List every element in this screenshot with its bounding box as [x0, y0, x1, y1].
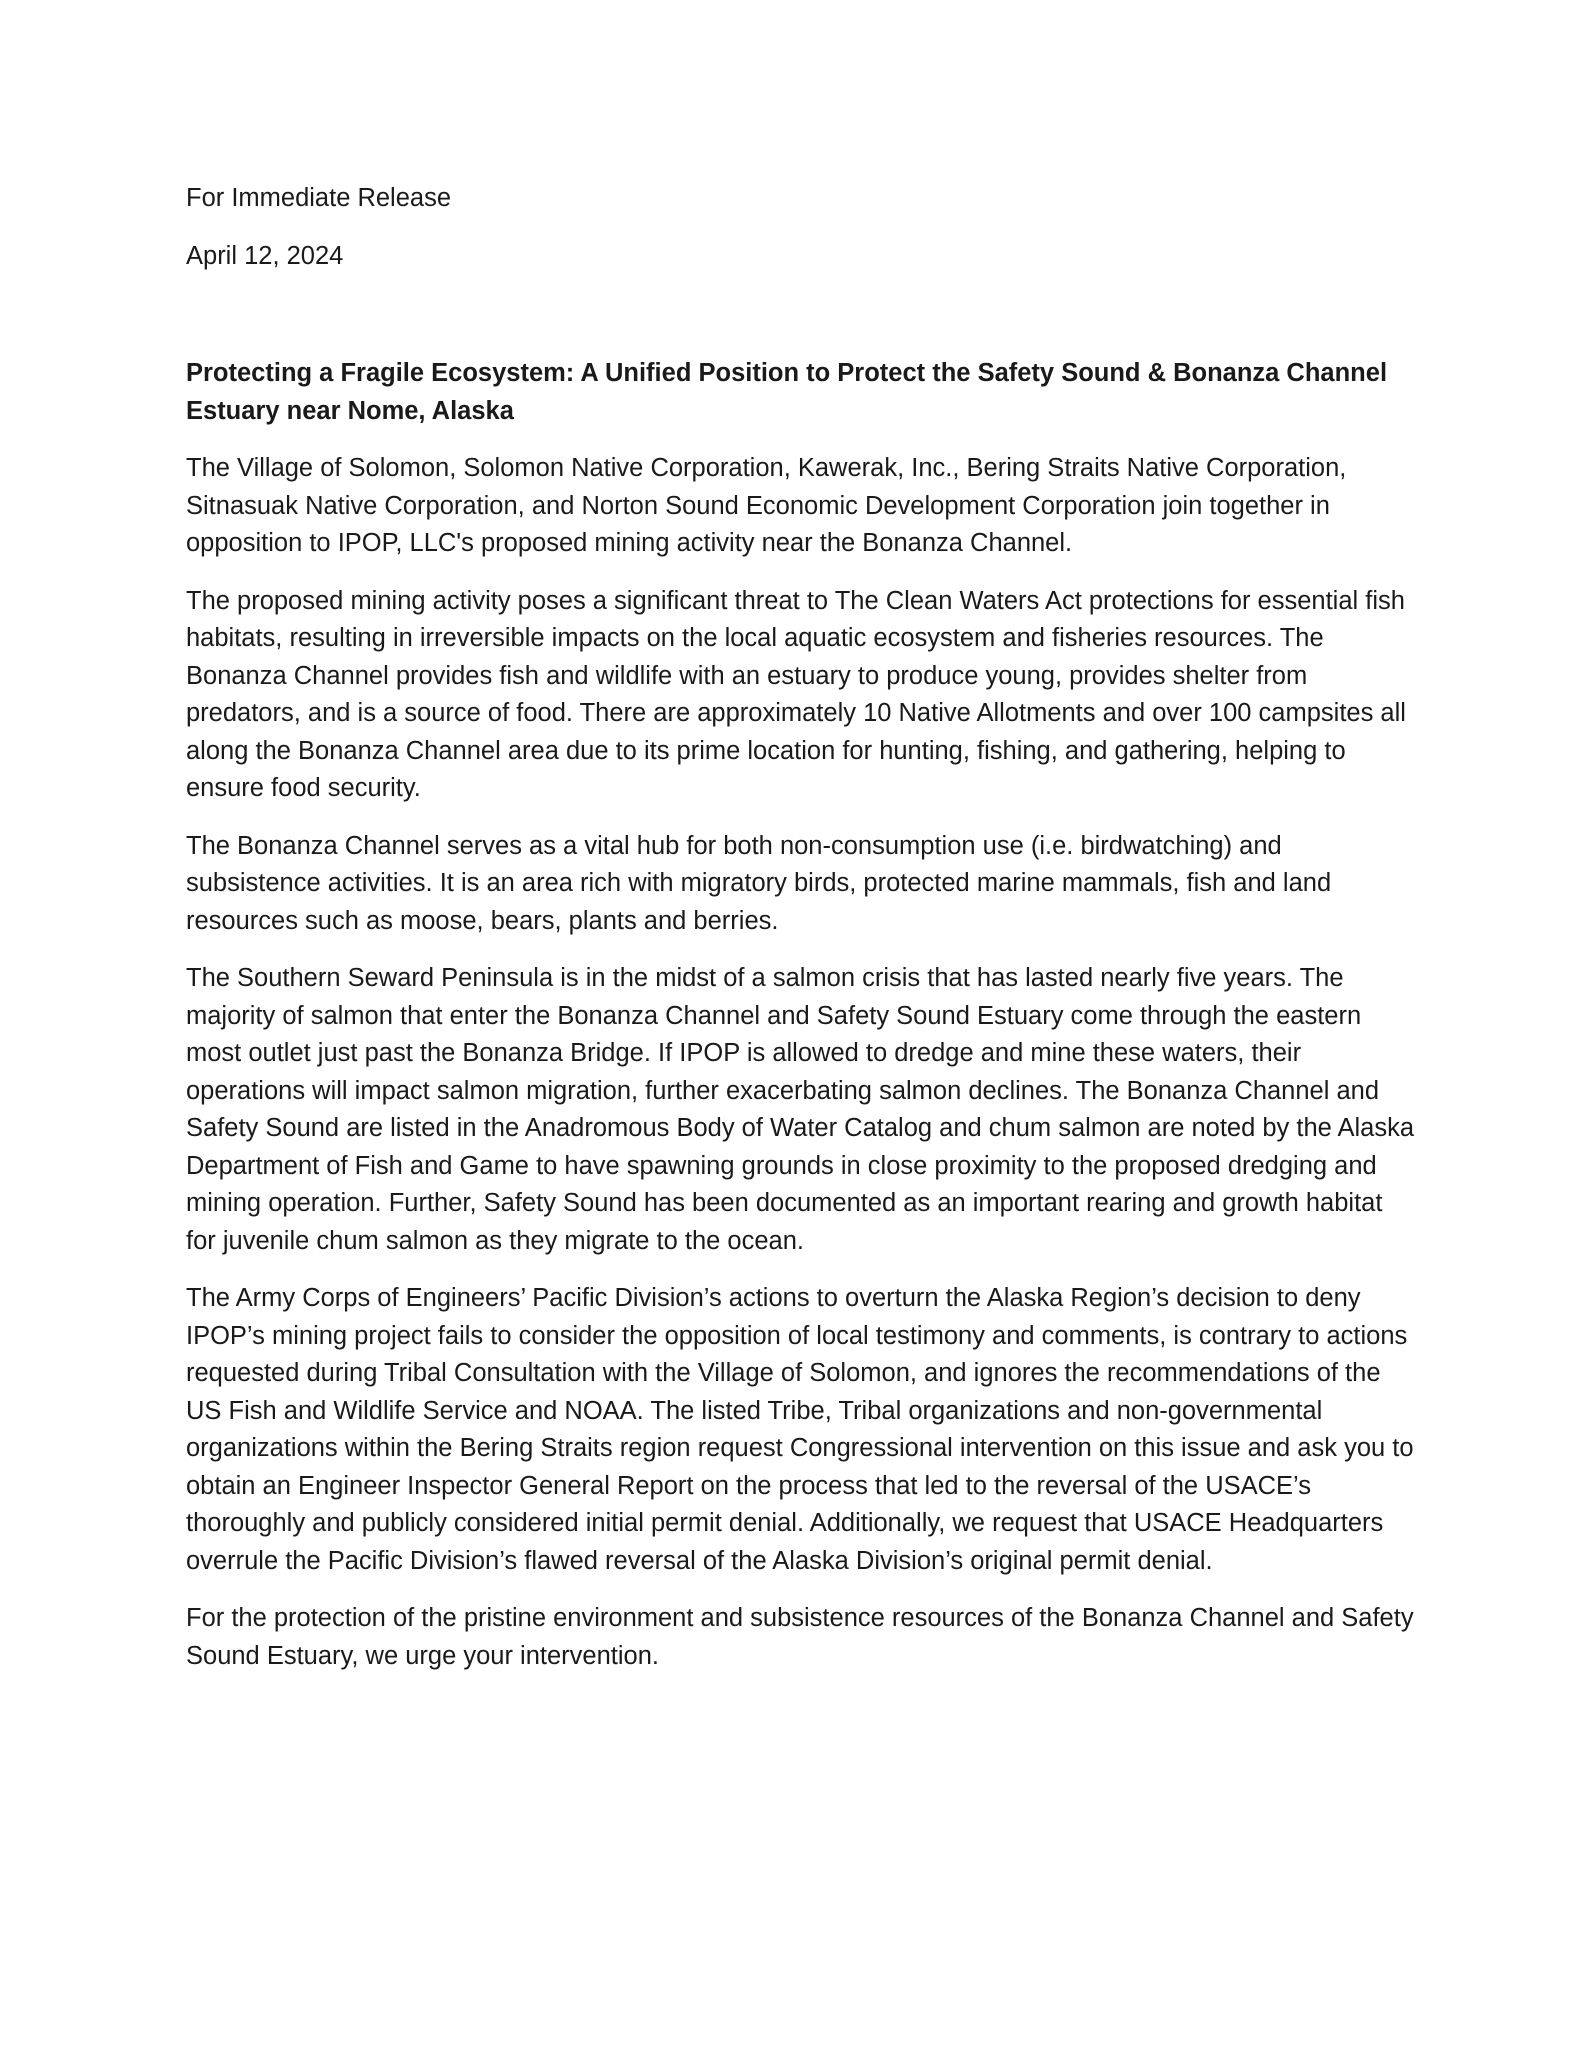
paragraph-salmon-crisis: The Southern Seward Peninsula is in the midst of a salmon crisis that has lasted nearly five years. The majority of salmon that enter the Bonanza Channel and Safety Sound Estuary come through the eastern most outlet just past the Bonanza Bridge. If IPOP is allowed to dredge and mine these waters, their operations will impact salmon migration, further exacerbating salmon declines. The Bonanza Channel and Safety Sound are listed in the Anadromous Body of Water Catalog and chum salmon are noted by the Alaska Department of Fish and Game to have spawning grounds in close proximity to the proposed dredging and mining operation. Further, Safety Sound has been documented as an important rearing and growth habitat for juvenile chum salmon as they migrate to the ocean.	[186, 964, 1415, 1255]
headline: Protecting a Fragile Ecosystem: A Unified Position to Protect the Safety Sound & Bonanza Channel Estuary near Nome, Alaska	[186, 359, 1388, 425]
paragraph-hub: The Bonanza Channel serves as a vital hub for both non-consumption use (i.e. birdwatching) and subsistence activities. It is an area rich with migratory birds, protected marine mammals, fish and land resources such as moose, bears, plants and berries.	[186, 831, 1332, 935]
paragraph-coalition: The Village of Solomon, Solomon Native Corporation, Kawerak, Inc., Bering Straits Native Corporation, Sitnasuak Native Corporation, and Norton Sound Economic Development Corporation join together in opposition to IPOP, LLC's proposed mining activity near the Bonanza Channel.	[186, 454, 1347, 557]
release-date: April 12, 2024	[186, 241, 344, 270]
paragraph-closing: For the protection of the pristine environment and subsistence resources of the Bonanza Channel and Safety Sound Estuary, we urge your intervention.	[186, 1604, 1414, 1670]
paragraph-army-corps: The Army Corps of Engineers’ Pacific Division’s actions to overturn the Alaska Region’s decision to deny IPOP’s mining project fails to consider the opposition of local testimony and comments, is contrary to actions requested during Tribal Consultation with the Village of Solomon, and ignores the recommendations of the US Fish and Wildlife Service and NOAA. The listed Tribe, Tribal organizations and non-governmental organizations within the Bering Straits region request Congressional intervention on this issue and ask you to obtain an Engineer Inspector General Report on the process that led to the reversal of the USACE’s thoroughly and publicly considered initial permit denial. Additionally, we request that USACE Headquarters overrule the Pacific Division’s flawed reversal of the Alaska Division’s original permit denial.	[186, 1284, 1414, 1575]
document-body	[186, 180, 1416, 1695]
release-label: For Immediate Release	[186, 184, 452, 212]
paragraph-threat: The proposed mining activity poses a significant threat to The Clean Waters Act protections for essential fish habitats, resulting in irreversible impacts on the local aquatic ecosystem and fisheries resources. The Bonanza Channel provides fish and wildlife with an estuary to produce young, provides shelter from predators, and is a source of food. There are approximately 10 Native Allotments and over 100 campsites all along the Bonanza Channel area due to its prime location for hunting, fishing, and gathering, helping to ensure food security.	[186, 586, 1406, 802]
